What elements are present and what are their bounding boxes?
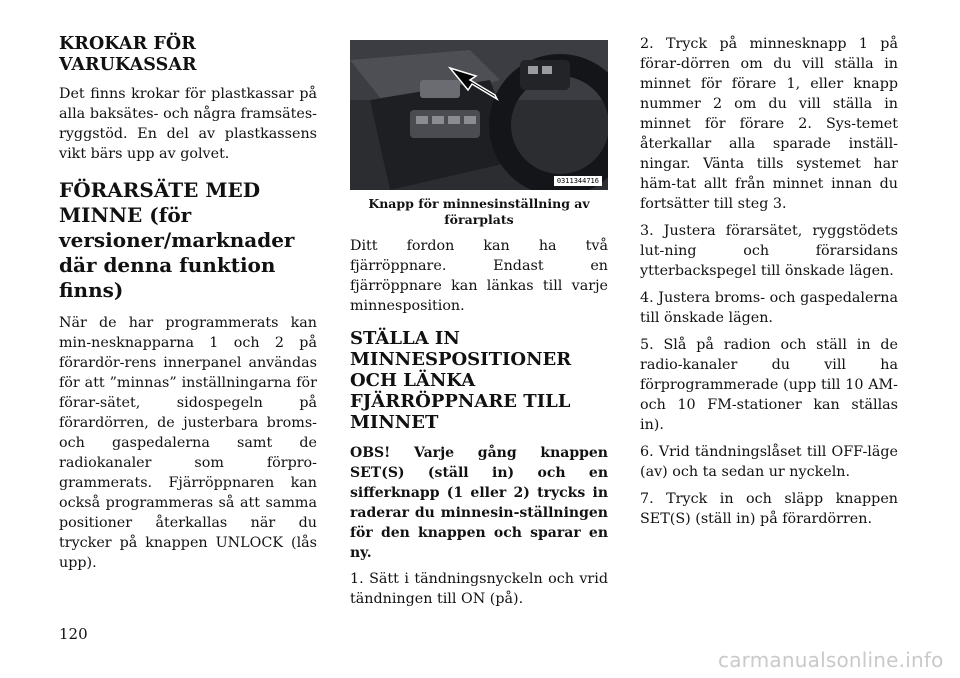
heading-bag-hooks: KROKAR FÖR VARUKASSAR xyxy=(59,34,197,75)
step-5: 5. Slå på radion och ställ in de radio-kanaler du vill ha förprogrammerade (upp till 10 AM- och 10 FM-stationer kan ställas in). xyxy=(640,337,898,433)
step-7: 7. Tryck in och släpp knappen SET(S) (ställ in) på förardörren. xyxy=(640,491,898,527)
door-panel-illustration xyxy=(350,40,608,190)
middle-column xyxy=(350,40,608,616)
step-3: 3. Justera förarsätet, ryggstödets lut-ning och förarsidans ytterbackspegel till önskade lägen. xyxy=(640,223,898,279)
watermark: carmanualsonline.info xyxy=(718,648,944,672)
heading-driver-memory-seat: FÖRARSÄTE MED MINNE (för versioner/marknader där denna funktion finns) xyxy=(59,178,295,302)
note-paragraph: OBS! Varje gång knappen SET(S) (ställ in) och en sifferknapp (1 eller 2) trycks in raderar du minnesin-ställningen för den knappen och sparar en ny. xyxy=(350,445,608,561)
step-1: 1. Sätt i tändningsnyckeln och vrid tändningen till ON (på). xyxy=(350,571,608,607)
step-2: 2. Tryck på minnesknapp 1 på förar-dörren om du vill ställa in minnet för förare 1, eller knapp nummer 2 om du vill ställa in minnet för förare 2. Sys-temet återkallar alla sparade inställ-ningar. Vänta tills systemet har häm-tat allt från minnet innan du fortsätter till steg 3. xyxy=(640,36,898,212)
image-code: 0311344716 xyxy=(554,176,602,186)
left-column xyxy=(59,34,317,579)
step-6: 6. Vrid tändningslåset till OFF-läge (av) och ta sedan ur nyckeln. xyxy=(640,444,898,480)
page-number: 120 xyxy=(59,625,88,643)
paragraph-memory-intro: När de har programmerats kan min-nesknapparna 1 och 2 på förardör-rens innerpanel användas för att ”minnas” inställningarna för förar-sätet, sidospegeln på förardörren, de justerbara broms- och gaspedalerna samt de radiokanaler som förpro-grammerats. Fjärröppnaren kan också programmeras så att samma positioner återkallas när du trycker på knappen UNLOCK (lås upp). xyxy=(59,315,317,571)
door-panel-photo xyxy=(350,40,608,190)
paragraph-bag-hooks: Det finns krokar för plastkassar på alla baksätes- och några framsätes-ryggstöd. En del av plastkassens vikt bärs upp av golvet. xyxy=(59,86,317,162)
heading-set-memory: STÄLLA IN MINNESPOSITIONER OCH LÄNKA FJÄRRÖPPNARE TILL MINNET xyxy=(350,328,572,433)
paragraph-two-remotes: Ditt fordon kan ha två fjärröppnare. Endast en fjärröppnare kan länkas till varje minnesposition. xyxy=(350,238,608,314)
photo-caption: Knapp för minnesinställning av förarplats xyxy=(368,196,590,227)
right-column xyxy=(640,34,898,536)
step-4: 4. Justera broms- och gaspedalerna till önskade lägen. xyxy=(640,290,898,326)
